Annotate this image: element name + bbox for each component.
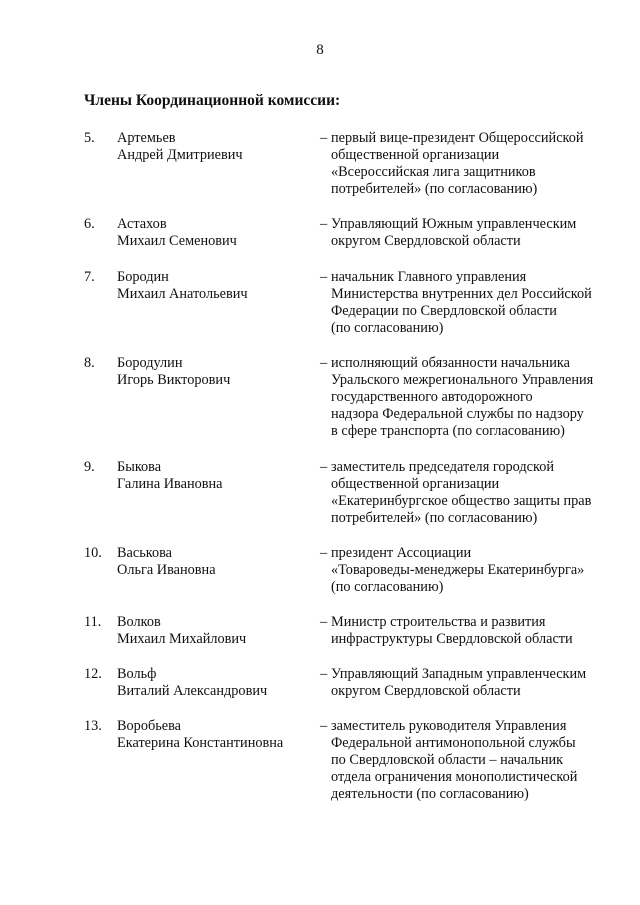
- position-line: начальник Главного управления: [331, 269, 527, 285]
- position-line: по Свердловской области – начальник: [331, 752, 564, 768]
- position-line: деятельности (по согласованию): [331, 786, 529, 802]
- member-position: [320, 718, 620, 803]
- member-name: [117, 459, 307, 493]
- member-name: [117, 130, 307, 164]
- dash: –: [320, 216, 328, 232]
- position-line: в сфере транспорта (по согласованию): [331, 423, 565, 439]
- member-number: 6.: [84, 216, 95, 232]
- position-line: инфраструктуры Свердловской области: [331, 631, 573, 647]
- member-position: [320, 614, 620, 648]
- position-line: Министерства внутренних дел Российской: [331, 286, 592, 302]
- position-line: (по согласованию): [331, 320, 444, 336]
- member-position: [320, 545, 620, 596]
- member-given-names: Михаил Анатольевич: [117, 286, 248, 302]
- page-number: 8: [316, 42, 324, 58]
- member-name: [117, 614, 307, 648]
- position-line: Управляющий Южным управленческим: [331, 216, 577, 232]
- position-line: потребителей» (по согласованию): [331, 510, 538, 526]
- position-line: первый вице-президент Общероссийской: [331, 130, 584, 146]
- position-line: Уральского межрегионального Управления: [331, 372, 594, 388]
- position-line: надзора Федеральной службы по надзору: [331, 406, 584, 422]
- member-name: [117, 718, 307, 752]
- member-given-names: Ольга Ивановна: [117, 562, 216, 578]
- position-line: Управляющий Западным управленческим: [331, 666, 587, 682]
- dash: –: [320, 718, 328, 734]
- position-line: (по согласованию): [331, 579, 444, 595]
- position-line: отдела ограничения монополистической: [331, 769, 578, 785]
- member-surname: Волков: [117, 614, 161, 630]
- member-position: [320, 269, 620, 337]
- member-position: [320, 459, 620, 527]
- member-number: 9.: [84, 459, 95, 475]
- member-position: [320, 666, 620, 700]
- position-line: заместитель руководителя Управления: [331, 718, 567, 734]
- member-name: [117, 666, 307, 700]
- member-name: [117, 545, 307, 579]
- dash: –: [320, 355, 328, 371]
- position-line: округом Свердловской области: [331, 683, 521, 699]
- position-line: государственного автодорожного: [331, 389, 533, 405]
- member-given-names: Михаил Михайлович: [117, 631, 247, 647]
- position-line: округом Свердловской области: [331, 233, 521, 249]
- dash: –: [320, 545, 328, 561]
- member-given-names: Галина Ивановна: [117, 476, 223, 492]
- position-line: Федеральной антимонопольной службы: [331, 735, 576, 751]
- member-name: [117, 216, 307, 250]
- member-given-names: Игорь Викторович: [117, 372, 231, 388]
- member-given-names: Андрей Дмитриевич: [117, 147, 243, 163]
- dash: –: [320, 666, 328, 682]
- member-number: 12.: [84, 666, 102, 682]
- position-line: президент Ассоциации: [331, 545, 472, 561]
- dash: –: [320, 269, 328, 285]
- member-position: [320, 216, 620, 250]
- member-given-names: Виталий Александрович: [117, 683, 268, 699]
- member-surname: Артемьев: [117, 130, 176, 146]
- member-number: 10.: [84, 545, 102, 561]
- member-surname: Бородулин: [117, 355, 183, 371]
- position-line: исполняющий обязанности начальника: [331, 355, 570, 371]
- position-line: «Всероссийская лига защитников: [331, 164, 536, 180]
- position-line: заместитель председателя городской: [331, 459, 555, 475]
- member-surname: Бородин: [117, 269, 169, 285]
- member-number: 8.: [84, 355, 95, 371]
- section-heading: Члены Координационной комиссии:: [84, 92, 341, 109]
- position-line: общественной организации: [331, 147, 500, 163]
- member-name: [117, 355, 307, 389]
- member-number: 13.: [84, 718, 102, 734]
- dash: –: [320, 130, 328, 146]
- position-line: общественной организации: [331, 476, 500, 492]
- position-line: Федерации по Свердловской области: [331, 303, 557, 319]
- position-line: потребителей» (по согласованию): [331, 181, 538, 197]
- member-number: 5.: [84, 130, 95, 146]
- member-number: 11.: [84, 614, 102, 630]
- member-surname: Васькова: [117, 545, 173, 561]
- member-surname: Быкова: [117, 459, 162, 475]
- member-surname: Астахов: [117, 216, 167, 232]
- position-line: «Екатеринбургское общество защиты прав: [331, 493, 592, 509]
- member-given-names: Екатерина Константиновна: [117, 735, 284, 751]
- dash: –: [320, 459, 328, 475]
- member-position: [320, 130, 620, 198]
- member-surname: Вольф: [117, 666, 157, 682]
- member-number: 7.: [84, 269, 95, 285]
- position-line: Министр строительства и развития: [331, 614, 546, 630]
- dash: –: [320, 614, 328, 630]
- member-name: [117, 269, 307, 303]
- position-line: «Товароведы-менеджеры Екатеринбурга»: [331, 562, 585, 578]
- member-surname: Воробьева: [117, 718, 182, 734]
- member-position: [320, 355, 620, 440]
- member-given-names: Михаил Семенович: [117, 233, 237, 249]
